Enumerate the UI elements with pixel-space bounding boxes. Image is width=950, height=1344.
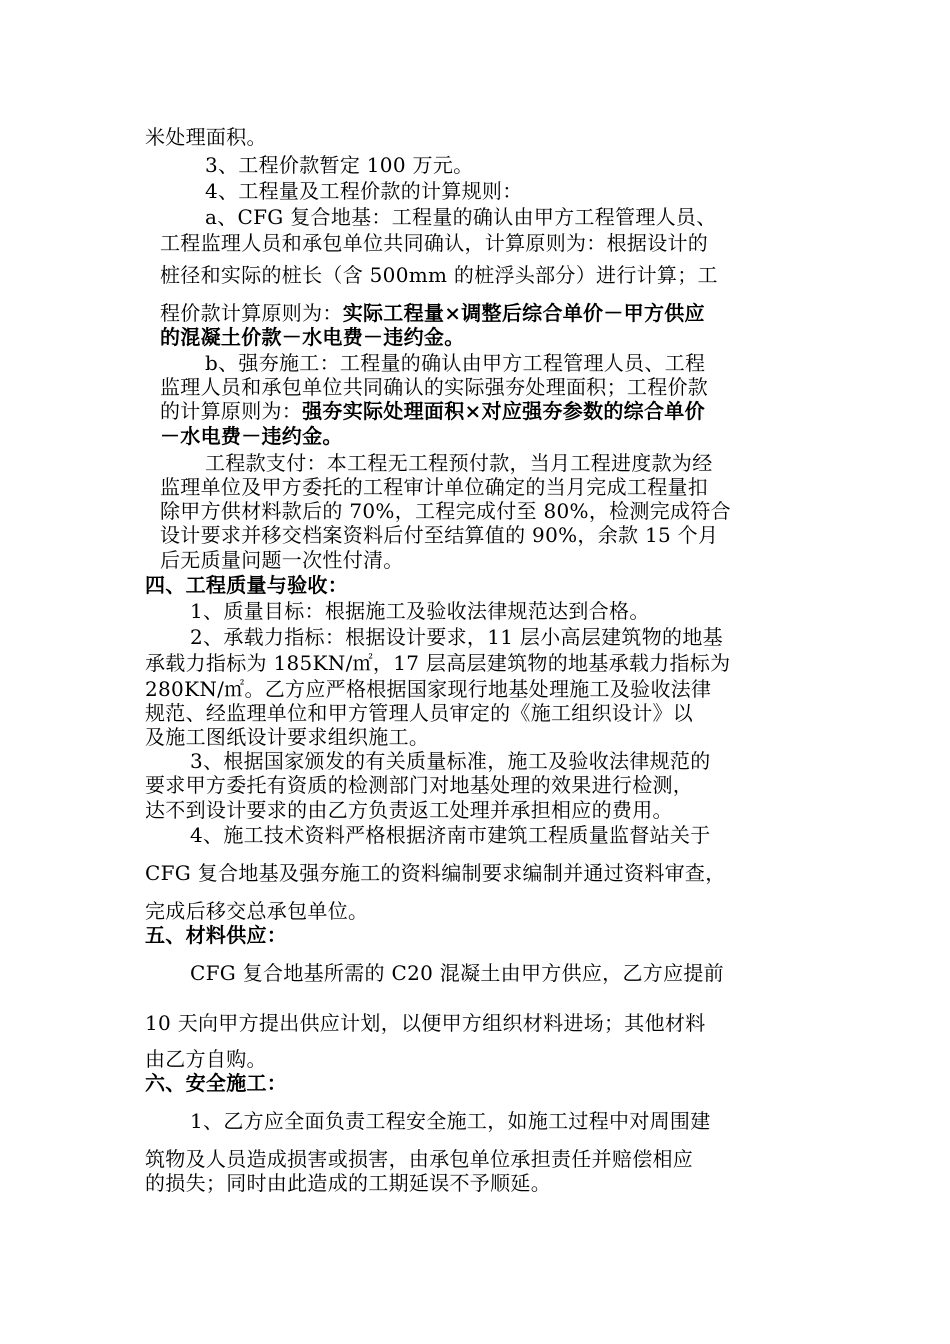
- body-line: 桩径和实际的桩长（含 500mm 的桩浮头部分）进行计算；工: [160, 263, 718, 287]
- body-line: 1、质量目标：根据施工及验收法律规范达到合格。: [190, 599, 650, 623]
- body-text: 的计算原则为：: [160, 399, 303, 423]
- body-line: a、CFG 复合地基：工程量的确认由甲方工程管理人员、: [205, 205, 717, 229]
- body-line: 设计要求并移交档案资料后付至结算值的 90%，余款 15 个月: [160, 523, 719, 547]
- formula-line: 的混凝土价款－水电费－违约金。: [160, 325, 465, 349]
- body-line: 规范、经监理单位和甲方管理人员审定的《施工组织设计》以: [145, 701, 694, 725]
- body-line: 筑物及人员造成损害或损害，由承包单位承担责任并赔偿相应: [145, 1147, 694, 1171]
- body-line: 达不到设计要求的由乙方负责返工处理并承担相应的费用。: [145, 798, 673, 822]
- body-line: 3、工程价款暂定 100 万元。: [205, 153, 474, 177]
- body-line: 工程款支付：本工程无工程预付款，当月工程进度款为经: [205, 451, 713, 475]
- body-line: 监理单位及甲方委托的工程审计单位确定的当月完成工程量扣: [160, 475, 709, 499]
- body-line: 1、乙方应全面负责工程安全施工，如施工过程中对周围建: [190, 1109, 711, 1133]
- body-line: 由乙方自购。: [145, 1047, 267, 1071]
- body-line: 10 天向甲方提出供应计划，以便甲方组织材料进场；其他材料: [145, 1011, 706, 1035]
- body-line: 4、工程量及工程价款的计算规则：: [205, 179, 523, 203]
- body-line: 后无质量问题一次性付清。: [160, 548, 404, 572]
- body-line: 3、根据国家颁发的有关质量标准，施工及验收法律规范的: [190, 749, 711, 773]
- body-line: CFG 复合地基及强夯施工的资料编制要求编制并通过资料审查，: [145, 861, 726, 885]
- body-line: 除甲方供材料款后的 70%，工程完成付至 80%，检测完成符合: [160, 499, 731, 523]
- body-line: CFG 复合地基所需的 C20 混凝土由甲方供应，乙方应提前: [190, 961, 724, 985]
- section-heading: 四、工程质量与验收：: [145, 573, 348, 597]
- body-line: 米处理面积。: [145, 125, 267, 149]
- body-line: 4、施工技术资料严格根据济南市建筑工程质量监督站关于: [190, 823, 711, 847]
- body-line: 280KN/㎡。乙方应严格根据国家现行地基处理施工及验收法律: [145, 677, 712, 701]
- section-heading: 六、安全施工：: [145, 1071, 288, 1095]
- body-line: b、强夯施工：工程量的确认由甲方工程管理人员、工程: [205, 351, 706, 375]
- body-line: 承载力指标为 185KN/㎡，17 层高层建筑物的地基承载力指标为: [145, 651, 731, 675]
- body-line: 要求甲方委托有资质的检测部门对地基处理的效果进行检测，: [145, 773, 694, 797]
- body-text: 程价款计算原则为：: [160, 301, 343, 325]
- section-heading: 五、材料供应：: [145, 923, 288, 947]
- formula-line: －水电费－违约金。: [160, 424, 343, 448]
- body-line: 2、承载力指标：根据设计要求，11 层小高层建筑物的地基: [190, 625, 723, 649]
- body-line: 监理人员和承包单位共同确认的实际强夯处理面积；工程价款: [160, 375, 709, 399]
- body-line: [160, 398, 705, 424]
- body-line: 的损失；同时由此造成的工期延误不予顺延。: [145, 1171, 551, 1195]
- formula-text: 强夯实际处理面积×对应强夯参数的综合单价: [302, 399, 705, 423]
- formula-text: 实际工程量×调整后综合单价－甲方供应: [342, 301, 705, 325]
- body-line: 完成后移交总承包单位。: [145, 899, 369, 923]
- body-line: 工程监理人员和承包单位共同确认，计算原则为：根据设计的: [160, 231, 709, 255]
- body-line: 及施工图纸设计要求组织施工。: [145, 725, 430, 749]
- body-line: [160, 300, 705, 326]
